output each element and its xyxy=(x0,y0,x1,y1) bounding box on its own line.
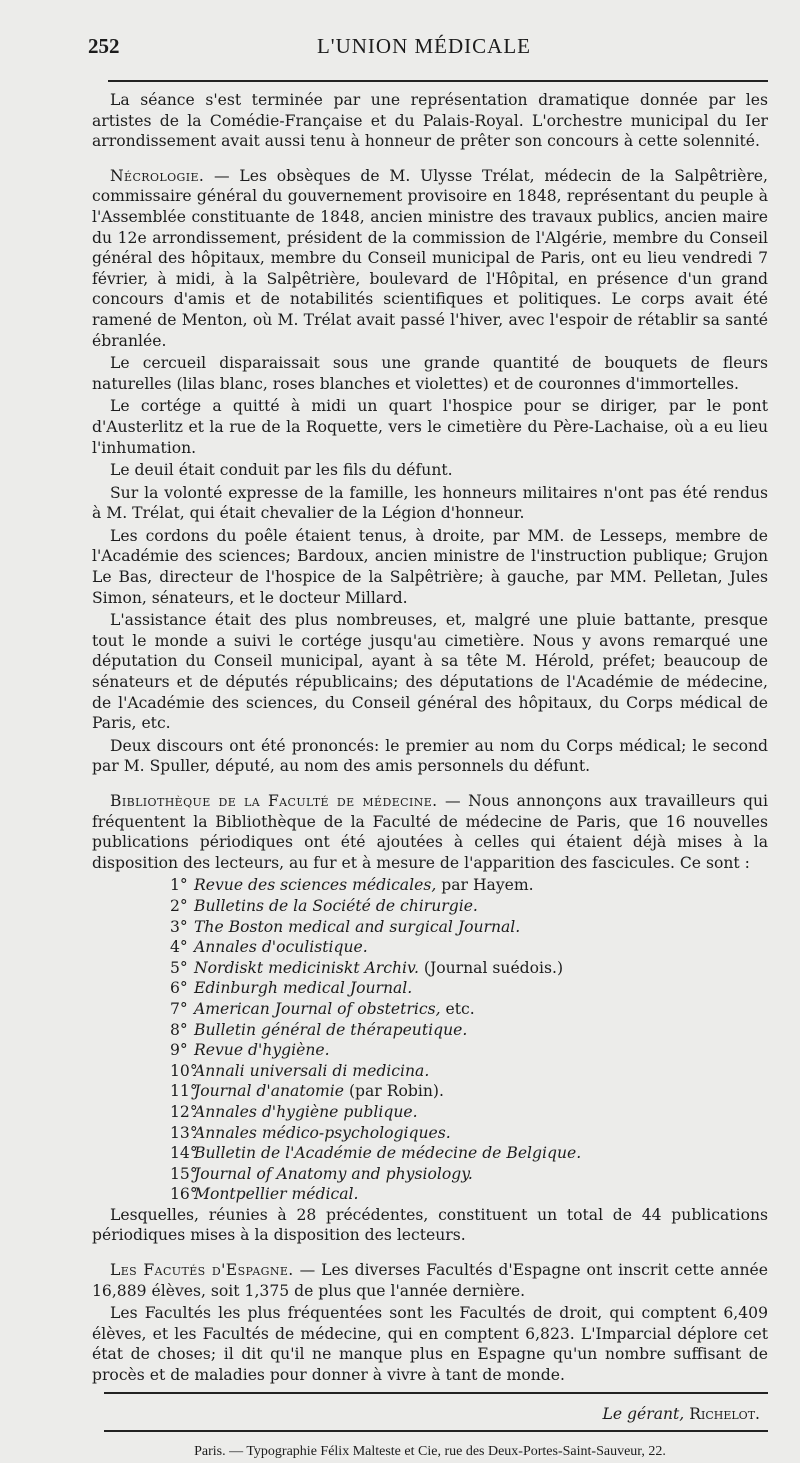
journal-title: Revue d'hygiène. xyxy=(194,1041,330,1060)
necrology-paragraph: L'assistance était des plus nombreuses, et, malgré une pluie battante, presque tout le monde a suivi le cortége jusqu'au cimetière. Nous y avons remarqué une députation du Conseil municipal, ayant à sa tête M. Hérold, préfet; beaucoup de sénateurs et de députés républicains; des députations de l'Académie de médecine, de l'Académie des sciences, du Conseil général des hôpitaux, du Corps médical de Paris, etc. xyxy=(92,611,768,733)
journal-number: 11° xyxy=(170,1082,198,1101)
journal-title: Revue des sciences médicales, xyxy=(194,876,437,895)
article-body xyxy=(92,90,768,1463)
journal-note: par Hayem. xyxy=(436,876,534,895)
journal-number: 6° xyxy=(170,979,188,998)
journal-number: 15° xyxy=(170,1164,198,1183)
journal-item xyxy=(170,1020,768,1041)
journal-title: Bulletin de l'Académie de médecine de Belgique. xyxy=(194,1144,582,1163)
journal-item xyxy=(170,875,768,896)
journal-title: American Journal of obstetrics, xyxy=(194,999,441,1018)
page-header xyxy=(88,34,760,74)
journal-title: Bulletins de la Société de chirurgie. xyxy=(194,896,478,915)
signature-rule xyxy=(104,1392,768,1394)
printer-imprint: Paris. — Typographie Félix Malteste et Cie, rue des Deux-Portes-Saint-Sauveur, 22. xyxy=(194,1444,666,1460)
necrology-paragraph: Les cordons du poêle étaient tenus, à droite, par MM. de Lesseps, membre de l'Académie des sciences; Bardoux, ancien ministre de l'instruction publique; Grujon Le Bas, directeur de l'hospice de la Salpêtrière; à gauche, par MM. Pelletan, Jules Simon, sénateurs, et le docteur Millard. xyxy=(92,526,768,607)
journal-item xyxy=(170,1164,768,1185)
spain-paragraph: Les Facultés les plus fréquentées sont les Facultés de droit, qui comptent 6,409 élèves, et les Facultés de médecine, qui en comptent 6,823. L'Imparcial déplore cet état de choses; il dit qu'il ne manque plus en Espagne qu'un nombre suffisant de procès et de maladies pour donner à vivre à tant de monde. xyxy=(92,1304,768,1385)
library-paragraph xyxy=(92,791,768,873)
journal-item xyxy=(170,1143,768,1164)
necrology-text: — Les obsèques de M. Ulysse Trélat, médecin de la Salpêtrière, commissaire général du gouvernement provisoire en 1848, représentant du peuple à l'Assemblée constituante de 1848, ancien ministre des travaux publics, ancien maire du 12e arrondissement, président de la commission de l'Algérie, membre du Conseil général des hôpitaux, membre du Conseil municipal de Paris, ont eu lieu vendredi 7 février, à midi, à la Salpêtrière, boulevard de l'Hôpital, en présence d'un grand concours d'amis et de notabilités scientifiques et politiques. Le corps avait été ramené de Menton, où M. Trélat avait passé l'hiver, avec l'espoir de rétablir sa santé ébranlée. xyxy=(92,166,768,350)
journal-item xyxy=(170,999,768,1020)
journal-number: 8° xyxy=(170,1020,188,1039)
spain-heading: Les Facutés d'Espagne. xyxy=(110,1261,294,1280)
journal-title: Annales d'hygiène publique. xyxy=(194,1102,418,1121)
necrology-heading: Nécrologie. xyxy=(110,166,205,185)
journal-number: 16° xyxy=(170,1185,198,1204)
journal-title: Journal of Anatomy and physiology. xyxy=(194,1164,473,1183)
journal-number: 7° xyxy=(170,999,188,1018)
imprint-rule xyxy=(104,1430,768,1432)
intro-paragraph: La séance s'est terminée par une représentation dramatique donnée par les artistes de la Comédie-Française et du Palais-Royal. L'orchestre municipal du Ier arrondissement avait aussi tenu à honneur de prêter son concours à cette solennité. xyxy=(92,91,768,151)
journal-item xyxy=(170,1123,768,1144)
journal-title: Annali universali di medicina. xyxy=(194,1061,430,1080)
library-intro: — Nous annonçons aux travailleurs qui fréquentent la Bibliothèque de la Faculté de médecine de Paris, que 16 nouvelles publications périodiques ont été ajoutées à celles qui étaient déjà mises à la disposition des lecteurs, au fur et à mesure de l'apparition des fascicules. Ce sont : xyxy=(92,792,768,872)
journal-item xyxy=(170,978,768,999)
journal-number: 10° xyxy=(170,1061,198,1080)
journal-list xyxy=(92,875,768,1205)
journal-title: Annales d'oculistique. xyxy=(194,938,368,957)
journal-item xyxy=(170,1102,768,1123)
necrology-paragraph: Deux discours ont été prononcés: le premier au nom du Corps médical; le second par M. Spuller, député, au nom des amis personnels du défunt. xyxy=(92,736,768,776)
section-gap xyxy=(92,779,768,791)
section-gap xyxy=(92,154,768,166)
running-title: L'UNION MÉDICALE xyxy=(316,34,531,58)
journal-title: Annales médico-psychologiques. xyxy=(194,1123,451,1142)
spain-text: — Les diverses Facultés d'Espagne ont inscrit cette année 16,889 élèves, soit 1,375 de plus que l'année dernière. xyxy=(92,1261,768,1300)
journal-item xyxy=(170,1040,768,1061)
library-heading: Bibliothèque de la Faculté de médecine. xyxy=(110,792,438,810)
necrology-paragraph: Le cercueil disparaissait sous une grande quantité de bouquets de fleurs naturelles (lilas blanc, roses blanches et violettes) et de couronnes d'immortelles. xyxy=(92,354,768,393)
necrology-paragraph xyxy=(92,166,768,351)
journal-item xyxy=(170,917,768,938)
spain-paragraph xyxy=(92,1260,768,1301)
journal-item xyxy=(170,1081,768,1102)
journal-title: Montpellier médical. xyxy=(194,1185,359,1204)
journal-number: 14° xyxy=(170,1144,198,1163)
journal-number: 9° xyxy=(170,1041,188,1060)
journal-item xyxy=(170,937,768,958)
header-rule xyxy=(108,80,768,82)
gerant-name: Richelot. xyxy=(689,1404,760,1423)
journal-number: 13° xyxy=(170,1123,198,1142)
journal-number: 2° xyxy=(170,896,188,915)
gerant-label: Le gérant, xyxy=(602,1404,685,1423)
library-outro: Lesquelles, réunies à 28 précédentes, constituent un total de 44 publications périodiques mises à la disposition des lecteurs. xyxy=(92,1205,768,1245)
journal-item xyxy=(170,896,768,917)
journal-item xyxy=(170,1184,768,1205)
necrology-paragraph: Le cortége a quitté à midi un quart l'hospice pour se diriger, par le pont d'Austerlitz et la rue de la Roquette, vers le cimetière du Père-Lachaise, où a eu lieu l'inhumation. xyxy=(92,397,768,457)
journal-title: The Boston medical and surgical Journal. xyxy=(194,917,521,936)
journal-title: Edinburgh medical Journal. xyxy=(194,979,413,998)
page-number: 252 xyxy=(88,34,120,58)
journal-title: Journal d'anatomie xyxy=(194,1082,344,1101)
journal-number: 1° xyxy=(170,876,188,895)
signature xyxy=(92,1404,768,1425)
journal-item xyxy=(170,1061,768,1082)
journal-note: (Journal suédois.) xyxy=(418,958,564,977)
journal-number: 5° xyxy=(170,958,188,977)
journal-title: Nordiskt mediciniskt Archiv. xyxy=(194,958,419,977)
necrology-paragraph: Sur la volonté expresse de la famille, les honneurs militaires n'ont pas été rendus à M. Trélat, qui était chevalier de la Légion d'honneur. xyxy=(92,483,768,523)
journal-title: Bulletin général de thérapeutique. xyxy=(194,1020,468,1039)
journal-note: (par Robin). xyxy=(343,1082,444,1101)
journal-number: 4° xyxy=(170,938,188,957)
journal-number: 3° xyxy=(170,917,188,936)
section-gap xyxy=(92,1248,768,1260)
journal-item xyxy=(170,958,768,979)
necrology-paragraph: Le deuil était conduit par les fils du défunt. xyxy=(110,461,453,480)
journal-note: etc. xyxy=(440,999,475,1018)
journal-number: 12° xyxy=(170,1102,198,1121)
